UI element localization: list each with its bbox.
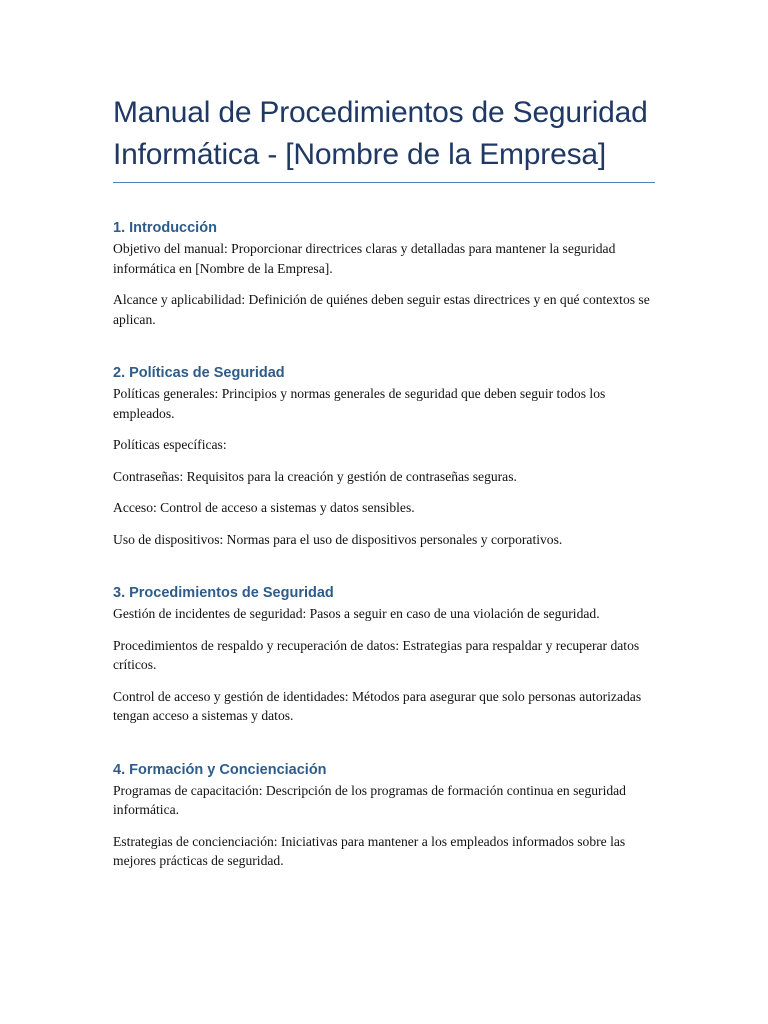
paragraph: Objetivo del manual: Proporcionar directrices claras y detalladas para mantener la seguridad informática en [Nombre de la Empresa]. <box>113 241 616 276</box>
paragraph: Gestión de incidentes de seguridad: Pasos a seguir en caso de una violación de seguridad. <box>113 606 600 621</box>
paragraph: Políticas específicas: <box>113 437 227 452</box>
section-formacion <box>113 759 655 871</box>
section-heading: 1. Introducción <box>113 220 217 236</box>
section-heading: 2. Políticas de Seguridad <box>113 365 285 381</box>
document-page <box>113 92 655 871</box>
section-procedimientos <box>113 582 655 726</box>
section-heading: 4. Formación y Concienciación <box>113 761 327 778</box>
title-divider <box>113 182 655 183</box>
section-introduccion <box>113 217 655 329</box>
paragraph: Estrategias de concienciación: Iniciativas para mantener a los empleados informados sobre las mejores prácticas de seguridad. <box>113 833 626 868</box>
section-heading: 3. Procedimientos de Seguridad <box>113 585 334 601</box>
section-politicas <box>113 362 655 549</box>
paragraph: Uso de dispositivos: Normas para el uso de dispositivos personales y corporativos. <box>113 531 563 547</box>
paragraph: Programas de capacitación: Descripción de los programas de formación continua en seguridad informática. <box>113 782 626 817</box>
paragraph: Alcance y aplicabilidad: Definición de quiénes deben seguir estas directrices y en qué contextos se aplican. <box>113 292 650 327</box>
paragraph: Control de acceso y gestión de identidades: Métodos para asegurar que solo personas autorizadas tengan acceso a sistemas y datos. <box>113 688 642 723</box>
paragraph: Contraseñas: Requisitos para la creación y gestión de contraseñas seguras. <box>113 468 517 484</box>
paragraph: Acceso: Control de acceso a sistemas y datos sensibles. <box>113 500 415 515</box>
paragraph: Procedimientos de respaldo y recuperación de datos: Estrategias para respaldar y recuperar datos críticos. <box>113 637 640 672</box>
paragraph: Políticas generales: Principios y normas generales de seguridad que deben seguir todos los empleados. <box>113 386 606 421</box>
document-title: Manual de Procedimientos de Seguridad Informática - [Nombre de la Empresa] <box>113 96 648 171</box>
